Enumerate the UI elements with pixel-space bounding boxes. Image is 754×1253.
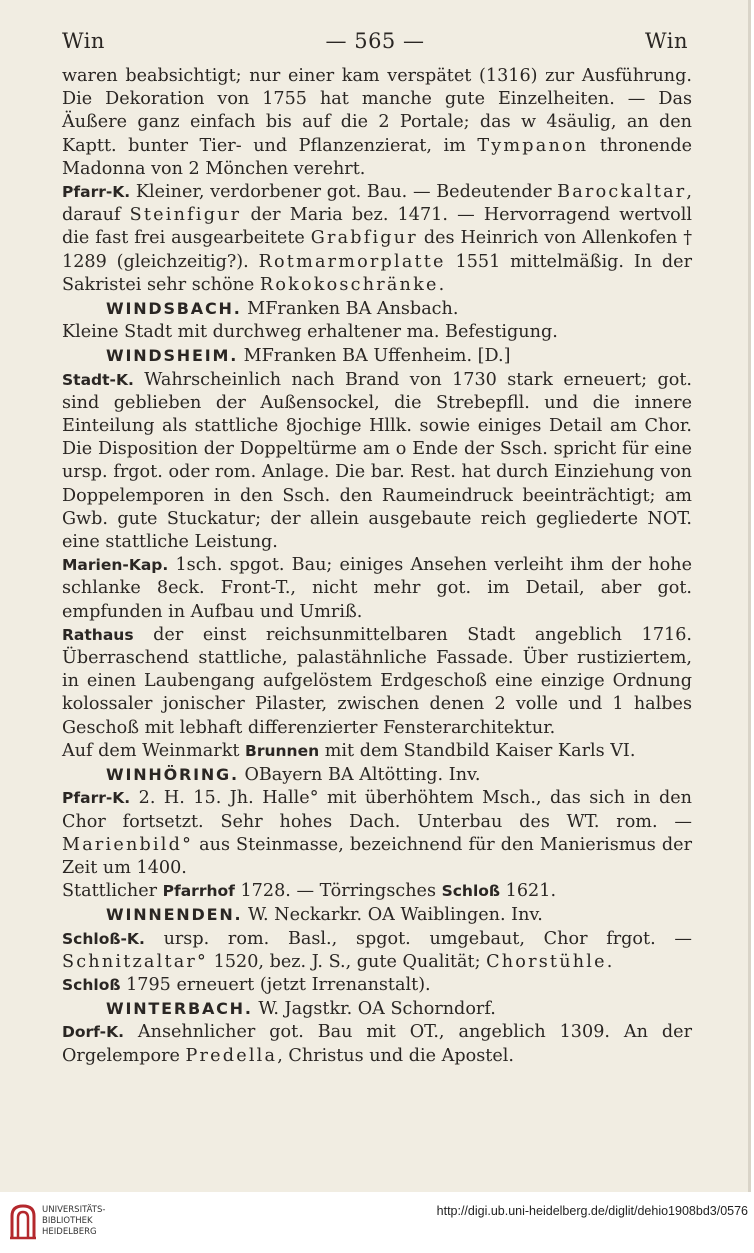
entry-pfarrhof: Stattlicher Pfarrhof 1728. — Törringsches Schloß 1621. (62, 881, 557, 902)
entry-label: Pfarr-K. (62, 183, 131, 202)
entry-winhoering-pfarr-k: Pfarr-K. 2. H. 15. Jh. Halle° mit überhöhtem Msch., das sich in den Chor fortsetzt. Sehr hohes Dach. Unterbau des WT. rom. — Marienbild° aus Steinmasse, bezeichnend für den Manierismus der Zeit um 1400. (62, 788, 692, 878)
place-heading-winnenden: WINNENDEN. W. Neckarkr. OA Waiblingen. Inv. (106, 905, 543, 926)
entry-marien-kap: Marien-Kap. 1sch. spgot. Bau; einiges Ansehen verleiht ihm der hohe schlanke 8eck. Front-T., nicht mehr got. im Detail, aber got. empfunden in Aufbau und Umriß. (62, 555, 692, 622)
running-header (62, 26, 688, 56)
place-heading-winterbach: WINTERBACH. W. Jagstkr. OA Schorndorf. (106, 999, 496, 1020)
permalink-url[interactable]: http://digi.ub.uni-heidelberg.de/diglit/dehio1908bd3/0576 (436, 1204, 748, 1218)
entry-rathaus: Rathaus der einst reichsunmittelbaren Stadt angeblich 1716. Überraschend stattliche, palastähnliche Fassade. Über rustiziertem, in einen Laubengang aufgelöstem Erdgeschoß eine einzige Ordnung kolossaler jonischer Pilaster, zwischen denen 2 volle und 1 halbes Geschoß mit lebhaft differenzierter Fensterarchitektur. (62, 624, 692, 738)
viewer-footer (0, 1192, 754, 1253)
entry-schloss: Schloß 1795 erneuert (jetzt Irrenanstalt). (62, 974, 431, 995)
library-logo-icon (8, 1202, 38, 1242)
library-name: UNIVERSITÄTS- BIBLIOTHEK HEIDELBERG (42, 1205, 106, 1237)
paragraph-continuation: waren beabsichtigt; nur einer kam verspätet (1316) zur Ausführung. Die Dekoration von 1755 hat manche gute Einzelheiten. — Das Äußere ganz einfach bis auf die 2 Portale; das w 4säulig, an den Kaptt. bunter Tier- und Pflanzenzierat, im Tympanon thronende Madonna von 2 Mönchen verehrt. (62, 66, 693, 179)
entry-windsbach: Kleine Stadt mit durchweg erhaltener ma. Befestigung. (62, 322, 558, 343)
entry-pfarr-k: Pfarr-K. Kleiner, verdorbener got. Bau. — Bedeutender Barockaltar, darauf Steinfigur der Maria bez. 1471. — Hervorragend wertvoll die fast frei ausgearbeitete Grabfigur des Heinrich von Allenkofen † 1289 (gleichzeitig?). Rotmarmorplatte 1551 mittelmäßig. In der Sakristei sehr schöne Rokokoschränke. (62, 182, 693, 295)
entry-dorf-k: Dorf-K. Ansehnlicher got. Bau mit OT., angeblich 1309. An der Orgelempore Predella, Christus und die Apostel. (62, 1022, 692, 1066)
page-number: — 565 — (325, 29, 425, 53)
header-left: Win (62, 29, 105, 53)
entry-schloss-k: Schloß-K. ursp. rom. Basl., spgot. umgebaut, Chor frgot. — Schnitzaltar° 1520, bez. J. S., gute Qualität; Chorstühle. (62, 928, 692, 972)
place-heading-windsheim: WINDSHEIM. MFranken BA Uffenheim. [D.] (106, 346, 511, 367)
entry-brunnen: Auf dem Weinmarkt Brunnen mit dem Standbild Kaiser Karls VI. (62, 740, 636, 761)
header-right: Win (645, 29, 688, 53)
page-body (62, 65, 692, 1068)
entry-stadt-k: Stadt-K. Wahrscheinlich nach Brand von 1730 stark erneuert; got. sind geblieben der Außensockel, die Strebepfll. und die innere Einteilung als stattliche 8jochige Hllk. sowie einiges Detail am Chor. Die Disposition der Doppeltürme am o Ende der Ssch. spricht für eine ursp. frgot. oder rom. Anlage. Die bar. Rest. hat durch Einziehung von Doppelemporen in den Ssch. den Raumeindruck beeinträchtigt; am Gwb. gute Stuckatur; der allein ausgebaute reich gegliederte NOT. eine stattliche Leistung. (62, 369, 692, 553)
place-heading-windsbach: WINDSBACH. MFranken BA Ansbach. (106, 299, 459, 320)
place-heading-winhoering: WINHÖRING. OBayern BA Altötting. Inv. (106, 765, 481, 786)
